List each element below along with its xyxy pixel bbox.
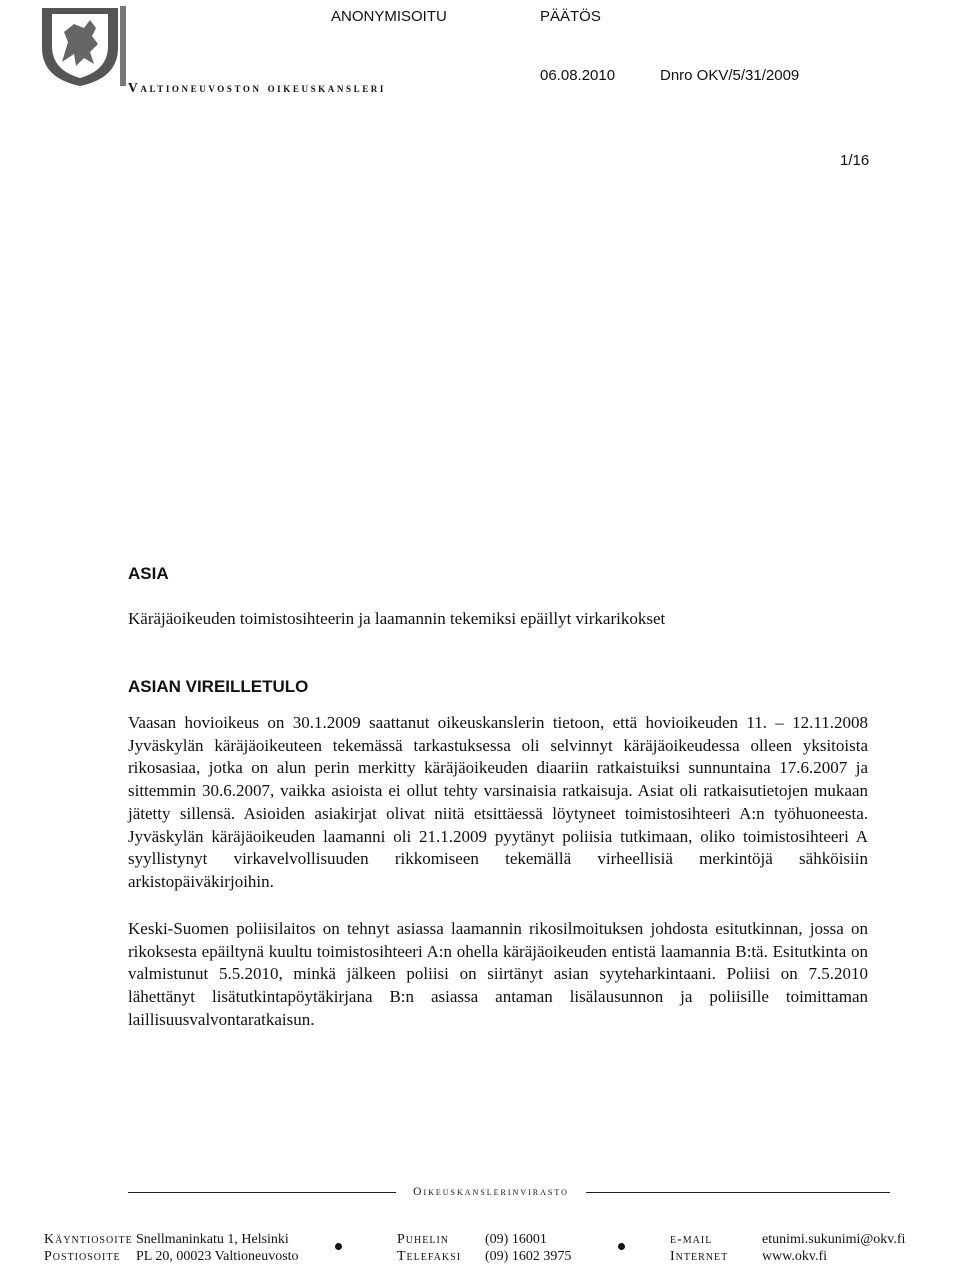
- section-heading-vireilletulo: ASIAN VIREILLETULO: [128, 677, 309, 696]
- separator-dot: [335, 1243, 342, 1250]
- body-paragraph: Vaasan hovioikeus on 30.1.2009 saattanut oikeuskanslerin tietoon, että hovioikeuden 11. – 12.11.2008 Jyväskylän käräjäoikeuteen tekemässä tarkastuksessa oli selvinnyt käräjäoikeudessa olleen yksitoista rikosasiaa, jotka on alun perin merkitty käräjäoikeuden diaariin ratkaistuiksi sunnuntaina 17.6.2007 ja sittemmin 30.6.2007, vaikka asioista ei ollut tehty varsinaisia ratkaisuja. Asiat oli ratkaisutietojen mukaan jätetty sillensä. Asioiden asiakirjat olivat niitä etsittäessä löytyneet toimistosihteeri A:n työhuoneesta. Jyväskylän käräjäoikeuden laamanni oli 21.1.2009 pyytänyt poliisia tutkimaan, oliko toimistosihteeri A syyllistynyt virkavelvollisuuden rikkomiseen tekemällä virheellisiä merkintöjä sähköisiin arkistopäiväkirjoihin.: [128, 713, 868, 891]
- body-paragraph: Keski-Suomen poliisilaitos on tehnyt asiassa laamannin rikosilmoituksen johdosta esitutkinnan, jossa on rikoksesta epäiltynä kuultu toimistosihteeri A:n ohella käräjäoikeuden entistä laamannia B:tä. Esitutkinta on valmistunut 5.5.2010, minkä jälkeen poliisi on siirtänyt asian syyteharkintaani. Poliisi on 7.5.2010 lähettänyt lisätutkintapöytäkirjana B:n asiassa antaman lisälausunnon ja poliisille toimittaman laillisuusvalvontaratkaisun.: [128, 919, 868, 1029]
- section-heading-asia: ASIA: [128, 564, 169, 583]
- coat-of-arms-logo: [40, 2, 128, 88]
- document-type: PÄÄTÖS: [540, 8, 601, 25]
- organization-name: Valtioneuvoston oikeuskansleri: [128, 80, 386, 95]
- phone-number: (09) 16001: [485, 1232, 547, 1247]
- website-address[interactable]: www.okv.fi: [762, 1249, 828, 1264]
- diary-number: Dnro OKV/5/31/2009: [660, 67, 800, 84]
- subject-paragraph: Käräjäoikeuden toimistosihteerin ja laamannin tekemiksi epäillyt virkarikokset: [128, 609, 666, 628]
- visit-address-label: Käyntiosoite: [44, 1232, 133, 1247]
- phone-label: Puhelin: [397, 1232, 449, 1247]
- separator-dot: [618, 1243, 625, 1250]
- email-label: e-mail: [670, 1232, 713, 1247]
- document-date: 06.08.2010: [540, 67, 616, 84]
- email-address[interactable]: etunimi.sukunimi@okv.fi: [762, 1232, 906, 1247]
- website-label: Internet: [670, 1249, 729, 1264]
- page-number: 1/16: [840, 152, 870, 169]
- visit-address: Snellmaninkatu 1, Helsinki: [136, 1232, 289, 1247]
- office-name: Oikeuskanslerinvirasto: [396, 1186, 586, 1198]
- fax-number: (09) 1602 3975: [485, 1249, 572, 1264]
- anonymized-label: ANONYMISOITU: [331, 8, 447, 25]
- fax-label: Telefaksi: [397, 1249, 462, 1264]
- postal-address: PL 20, 00023 Valtioneuvosto: [136, 1249, 299, 1264]
- postal-address-label: Postiosoite: [44, 1249, 121, 1264]
